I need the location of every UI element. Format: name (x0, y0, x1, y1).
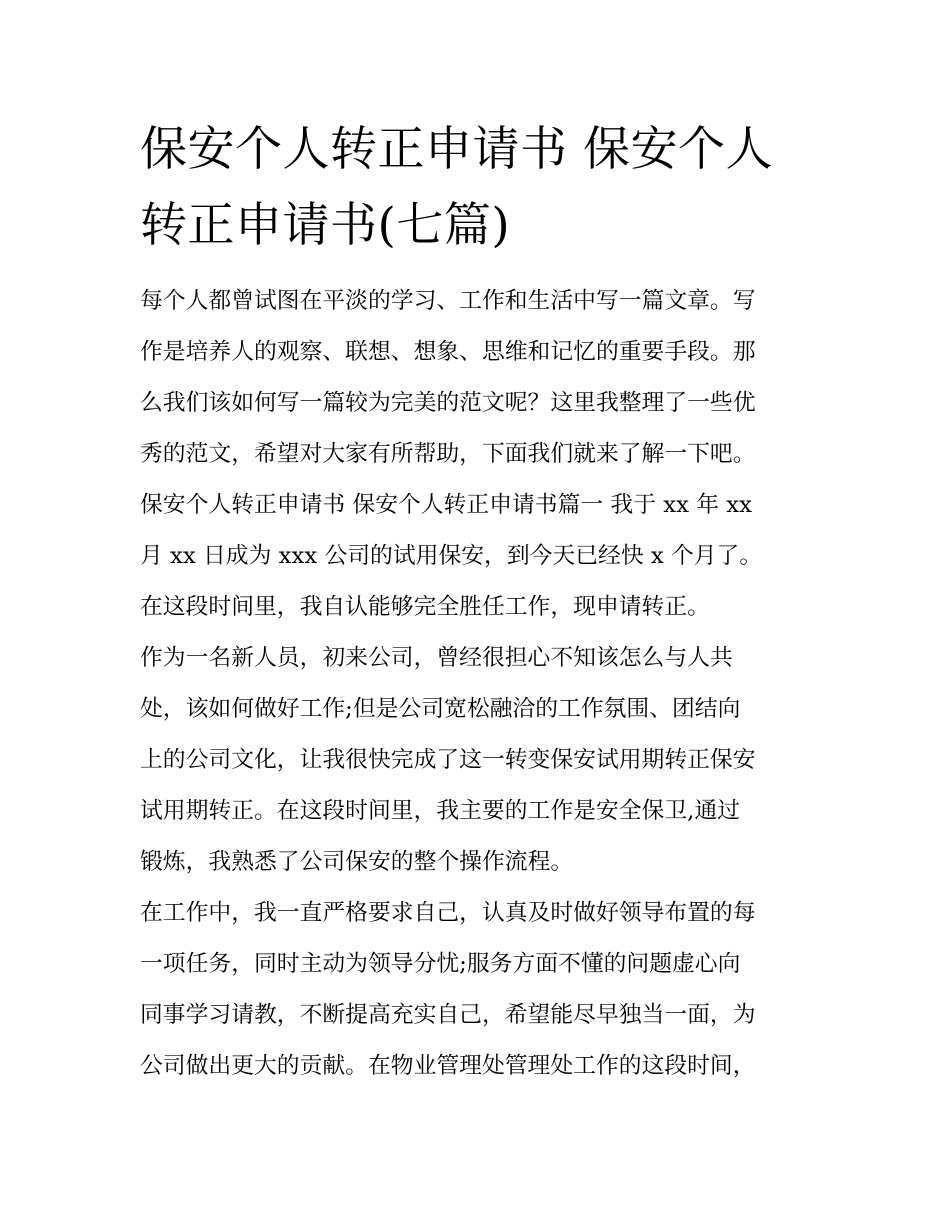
body-line: 锻炼，我熟悉了公司保安的整个操作流程。 (140, 849, 574, 875)
body-line: 在工作中，我一直严格要求自己，认真及时做好领导布置的每 (140, 900, 756, 926)
body-line: 每个人都曾试图在平淡的学习、工作和生活中写一篇文章。写 (140, 288, 756, 314)
body-line: 月 xx 日成为 xxx 公司的试用保安，到今天已经快 x 个月了。 (140, 543, 763, 569)
body-line: 同事学习请教，不断提高充实自己，希望能尽早独当一面，为 (140, 1002, 756, 1028)
body-line: 一项任务，同时主动为领导分忧;服务方面不懂的问题虚心向 (140, 951, 741, 977)
body-line: 试用期转正。在这段时间里，我主要的工作是安全保卫,通过 (140, 798, 740, 824)
body-line: 处，该如何做好工作;但是公司宽松融洽的工作氛围、团结向 (140, 696, 741, 722)
body-line: 么我们该如何写一篇较为完美的范文呢？这里我整理了一些优 (140, 390, 756, 416)
body-line: 作为一名新人员，初来公司，曾经很担心不知该怎么与人共 (140, 645, 733, 671)
body-line: 秀的范文，希望对大家有所帮助，下面我们就来了解一下吧。 (140, 441, 756, 467)
body-line: 公司做出更大的贡献。在物业管理处管理处工作的这段时间， (140, 1053, 756, 1079)
title-line: 转正申请书(七篇) (140, 198, 511, 253)
document-body (140, 276, 830, 1092)
document-title (140, 112, 830, 264)
body-line: 在这段时间里，我自认能够完全胜任工作，现申请转正。 (140, 594, 710, 620)
body-line: 保安个人转正申请书 保安个人转正申请书篇一 我于 xx 年 xx (140, 492, 752, 518)
title-line: 保安个人转正申请书 保安个人 (140, 122, 773, 177)
body-line: 作是培养人的观察、联想、想象、思维和记忆的重要手段。那 (140, 339, 756, 365)
body-line: 上的公司文化，让我很快完成了这一转变保安试用期转正保安 (140, 747, 756, 773)
